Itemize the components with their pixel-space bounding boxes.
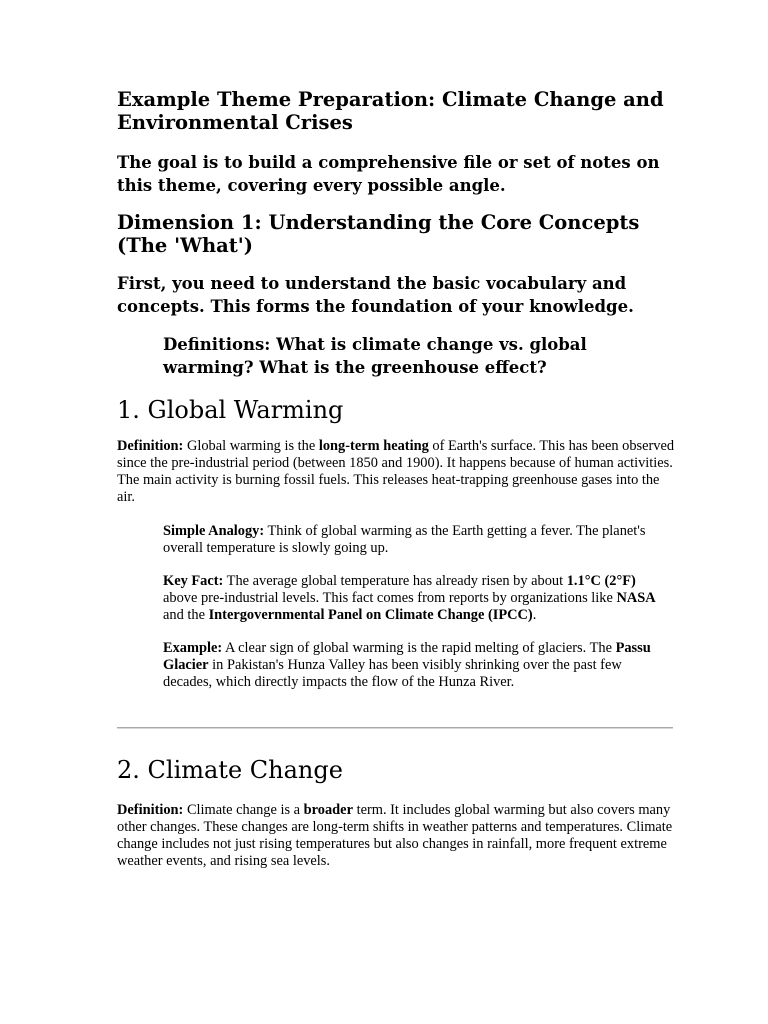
section-heading-climate-change: 2. Climate Change — [117, 756, 343, 784]
key-fact-emphasis: 1.1°C (2°F) — [566, 573, 636, 589]
definition-label: Definition: — [117, 438, 184, 454]
climate-change-definition — [117, 802, 677, 870]
analogy-label: Simple Analogy: — [163, 523, 265, 539]
definition-text: Global warming is the — [183, 438, 319, 454]
document-title: Example Theme Preparation: Climate Change and Environmental Crises — [117, 88, 664, 134]
horizontal-divider — [117, 727, 673, 729]
key-fact-text: and the — [163, 607, 209, 623]
key-fact-text: The average global temperature has already risen by about — [223, 573, 567, 589]
example-text: A clear sign of global warming is the rapid melting of glaciers. The — [222, 640, 616, 656]
analogy-text: Think of global warming as the Earth getting a fever. The planet's overall temperature is slowly going up. — [163, 523, 646, 556]
goal-heading: The goal is to build a comprehensive file or set of notes on this theme, covering every possible angle. — [117, 153, 660, 195]
definition-text: Climate change is a — [183, 802, 304, 818]
example-label: Example: — [163, 640, 223, 656]
global-warming-definition — [117, 438, 677, 506]
key-fact — [163, 573, 657, 624]
document-page — [117, 88, 677, 691]
definition-text: term. It includes global warming but also covers many other changes. These changes are long-term shifts in weather patterns and temperatures. Climate change includes not just rising temperatures but also changes in rainfall, more frequent extreme weather events, and rising sea levels. — [117, 802, 673, 869]
section-heading-global-warming: 1. Global Warming — [117, 396, 344, 424]
document-page-continued — [117, 756, 677, 870]
dimension-heading: Dimension 1: Understanding the Core Concepts (The 'What') — [117, 211, 640, 257]
key-fact-text: . — [532, 607, 537, 623]
key-fact-label: Key Fact: — [163, 573, 224, 589]
example-emphasis: Passu Glacier — [163, 640, 651, 673]
definition-emphasis: broader — [303, 802, 353, 818]
simple-analogy — [163, 523, 657, 557]
dimension-intro: First, you need to understand the basic vocabulary and concepts. This forms the foundation of your knowledge. — [117, 274, 634, 316]
definition-emphasis: long-term heating — [318, 438, 429, 454]
definitions-prompt: Definitions: What is climate change vs. global warming? What is the greenhouse effect? — [163, 335, 587, 377]
definition-text: of Earth's surface. This has been observed since the pre-industrial period (between 1850 and 1900). It happens because of human activities. The main activity is burning fossil fuels. This releases heat-trapping greenhouse gases into the air. — [117, 438, 675, 505]
glacier-example — [163, 640, 657, 691]
definition-label: Definition: — [117, 802, 184, 818]
key-fact-emphasis: Intergovernmental Panel on Climate Change (IPCC) — [208, 607, 533, 623]
key-fact-emphasis: NASA — [616, 590, 656, 606]
key-fact-text: above pre-industrial levels. This fact comes from reports by organizations like — [163, 590, 617, 606]
example-text: in Pakistan's Hunza Valley has been visibly shrinking over the past few decades, which directly impacts the flow of the Hunza River. — [163, 657, 622, 690]
